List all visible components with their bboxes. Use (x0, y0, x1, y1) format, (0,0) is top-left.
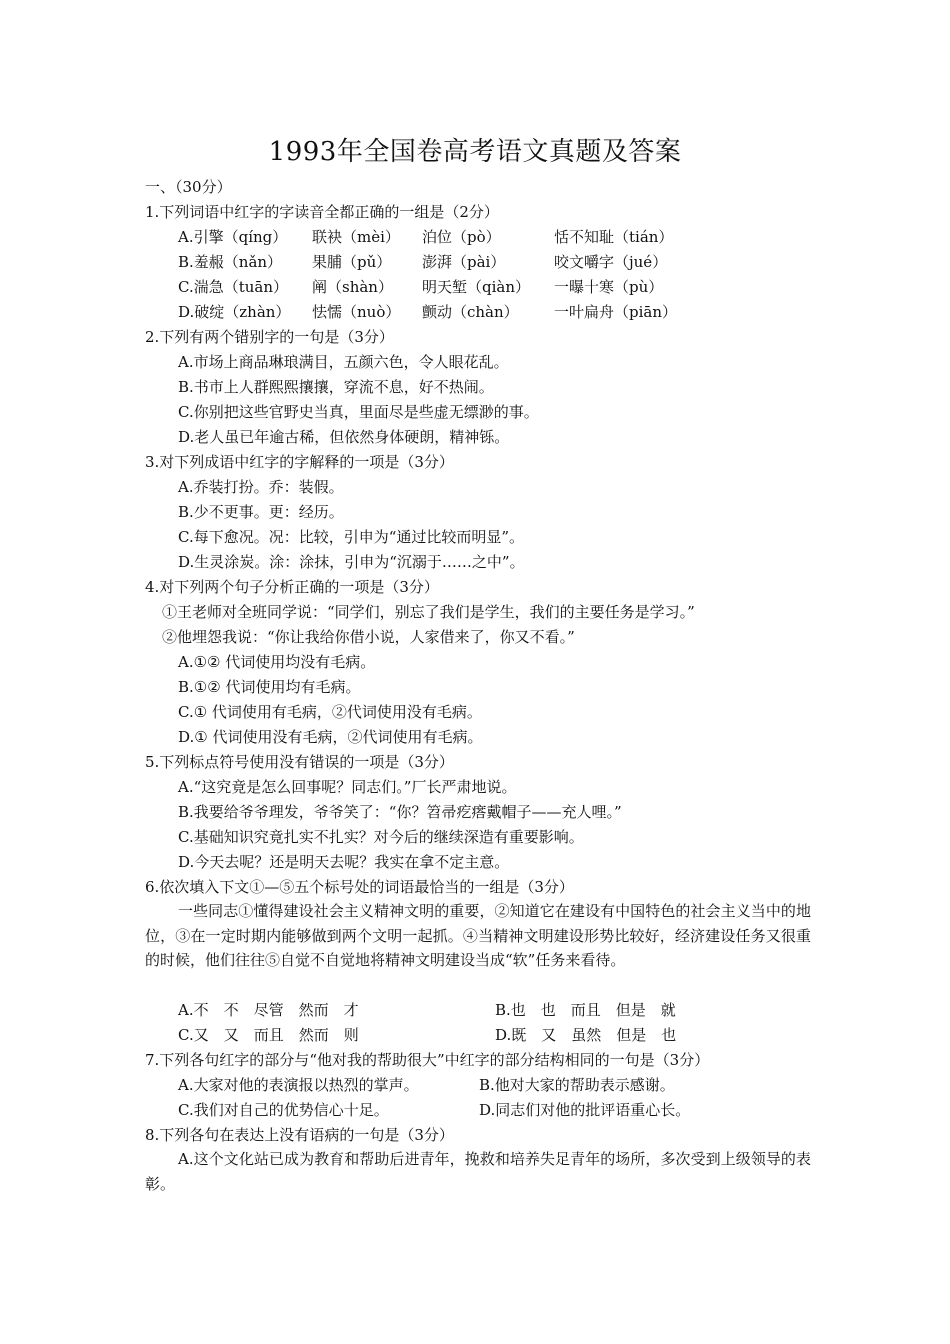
q1-d-4: 一叶扁舟（piān） (554, 303, 678, 321)
q1-c-2: 阐（shàn） (312, 278, 393, 296)
q1-d-3: 颤动（chàn） (422, 303, 519, 321)
q2-option-c: C.你别把这些官野史当真，里面尽是些虚无缥渺的事。 (178, 403, 539, 421)
q1-stem: 1.下列词语中红字的字读音全都正确的一组是（2分） (145, 203, 499, 221)
q1-b-4: 咬文嚼字（jué） (554, 253, 668, 271)
q3-option-b: B.少不更事。更：经历。 (178, 503, 344, 521)
q3-stem: 3.对下列成语中红字的字解释的一项是（3分） (145, 453, 454, 471)
q1-a-3: 泊位（pò） (422, 228, 501, 246)
q1-c-4: 一曝十寒（pù） (554, 278, 664, 296)
q4-option-c: C.① 代词使用有毛病，②代词使用没有毛病。 (178, 703, 482, 721)
q4-sentence-2: ②他埋怨我说：“你让我给你借小说，人家借来了，你又不看。” (162, 628, 575, 646)
q2-stem: 2.下列有两个错别字的一句是（3分） (145, 328, 394, 346)
q1-d-1: D.破绽（zhàn） (178, 303, 291, 321)
q4-stem: 4.对下列两个句子分析正确的一项是（3分） (145, 578, 439, 596)
q4-sentence-1: ①王老师对全班同学说：“同学们，别忘了我们是学生，我们的主要任务是学习。” (162, 603, 695, 621)
q1-b-3: 澎湃（pài） (422, 253, 506, 271)
q6-option-a: A.不 不 尽管 然而 才 (178, 1001, 359, 1019)
q4-option-a: A.①② 代词使用均没有毛病。 (178, 653, 376, 671)
q1-b-1: B.羞赧（nǎn） (178, 253, 283, 271)
q7-option-c: C.我们对自己的优势信心十足。 (178, 1101, 389, 1119)
q7-option-b: B.他对大家的帮助表示感谢。 (479, 1076, 675, 1094)
q5-option-b: B.我要给爷爷理发，爷爷笑了：“你？笤帚疙瘩戴帽子——充人哩。” (178, 803, 622, 821)
page-title: 1993年全国卷高考语文真题及答案 (268, 137, 682, 167)
q4-option-d: D.① 代词使用没有毛病，②代词使用有毛病。 (178, 728, 483, 746)
q6-stem: 6.依次填入下文①—⑤五个标号处的词语最恰当的一组是（3分） (145, 878, 574, 896)
q3-option-d: D.生灵涂炭。涂：涂抹，引申为“沉溺于……之中”。 (178, 553, 525, 571)
q5-option-c: C.基础知识究竟扎实不扎实？对今后的继续深造有重要影响。 (178, 828, 584, 846)
q8-option-a: A.这个文化站已成为教育和帮助后进青年，挽救和培养失足青年的场所，多次受到上级领导的表彰。 (145, 1150, 811, 1193)
q2-option-a: A.市场上商品琳琅满目，五颜六色，令人眼花乱。 (178, 353, 509, 371)
q1-b-2: 果脯（pǔ） (312, 253, 392, 271)
q6-option-c: C.又 又 而且 然而 则 (178, 1026, 359, 1044)
q7-option-d: D.同志们对他的批评语重心长。 (479, 1101, 691, 1119)
q6-passage: 一些同志①懂得建设社会主义精神文明的重要，②知道它在建设有中国特色的社会主义当中的地位，③在一定时期内能够做到两个文明一起抓。④当精神文明建设形势比较好，经济建设任务又很重的时候，他们往往⑤自觉不自觉地将精神文明建设当成“软”任务来看待。 (145, 902, 811, 969)
q5-stem: 5.下列标点符号使用没有错误的一项是（3分） (145, 753, 454, 771)
q1-c-1: C.湍急（tuān） (178, 278, 289, 296)
q2-option-d: D.老人虽已年逾古稀，但依然身体硬朗，精神铄。 (178, 428, 510, 446)
q1-a-4: 恬不知耻（tián） (554, 228, 674, 246)
q3-option-a: A.乔装打扮。乔：装假。 (178, 478, 344, 496)
section-heading: 一、（30分） (145, 178, 232, 196)
q7-option-a: A.大家对他的表演报以热烈的掌声。 (178, 1076, 419, 1094)
q1-d-2: 怯懦（nuò） (312, 303, 401, 321)
q1-a-2: 联袂（mèi） (312, 228, 400, 246)
q7-stem: 7.下列各句红字的部分与“他对我的帮助很大”中红字的部分结构相同的一句是（3分） (145, 1051, 710, 1069)
q3-option-c: C.每下愈况。况：比较，引申为“通过比较而明显”。 (178, 528, 525, 546)
q1-a-1: A.引擎（qíng） (178, 228, 288, 246)
q4-option-b: B.①② 代词使用均有毛病。 (178, 678, 361, 696)
q1-c-3: 明天堑（qiàn） (422, 278, 531, 296)
q5-option-d: D.今天去呢？还是明天去呢？我实在拿不定主意。 (178, 853, 510, 871)
q8-stem: 8.下列各句在表达上没有语病的一句是（3分） (145, 1126, 454, 1144)
q6-option-d: D.既 又 虽然 但是 也 (495, 1026, 677, 1044)
q5-option-a: A.“这究竟是怎么回事呢？同志们。”厂长严肃地说。 (178, 778, 517, 796)
q6-option-b: B.也 也 而且 但是 就 (495, 1001, 676, 1019)
q2-option-b: B.书市上人群熙熙攘攘，穿流不息，好不热闹。 (178, 378, 494, 396)
